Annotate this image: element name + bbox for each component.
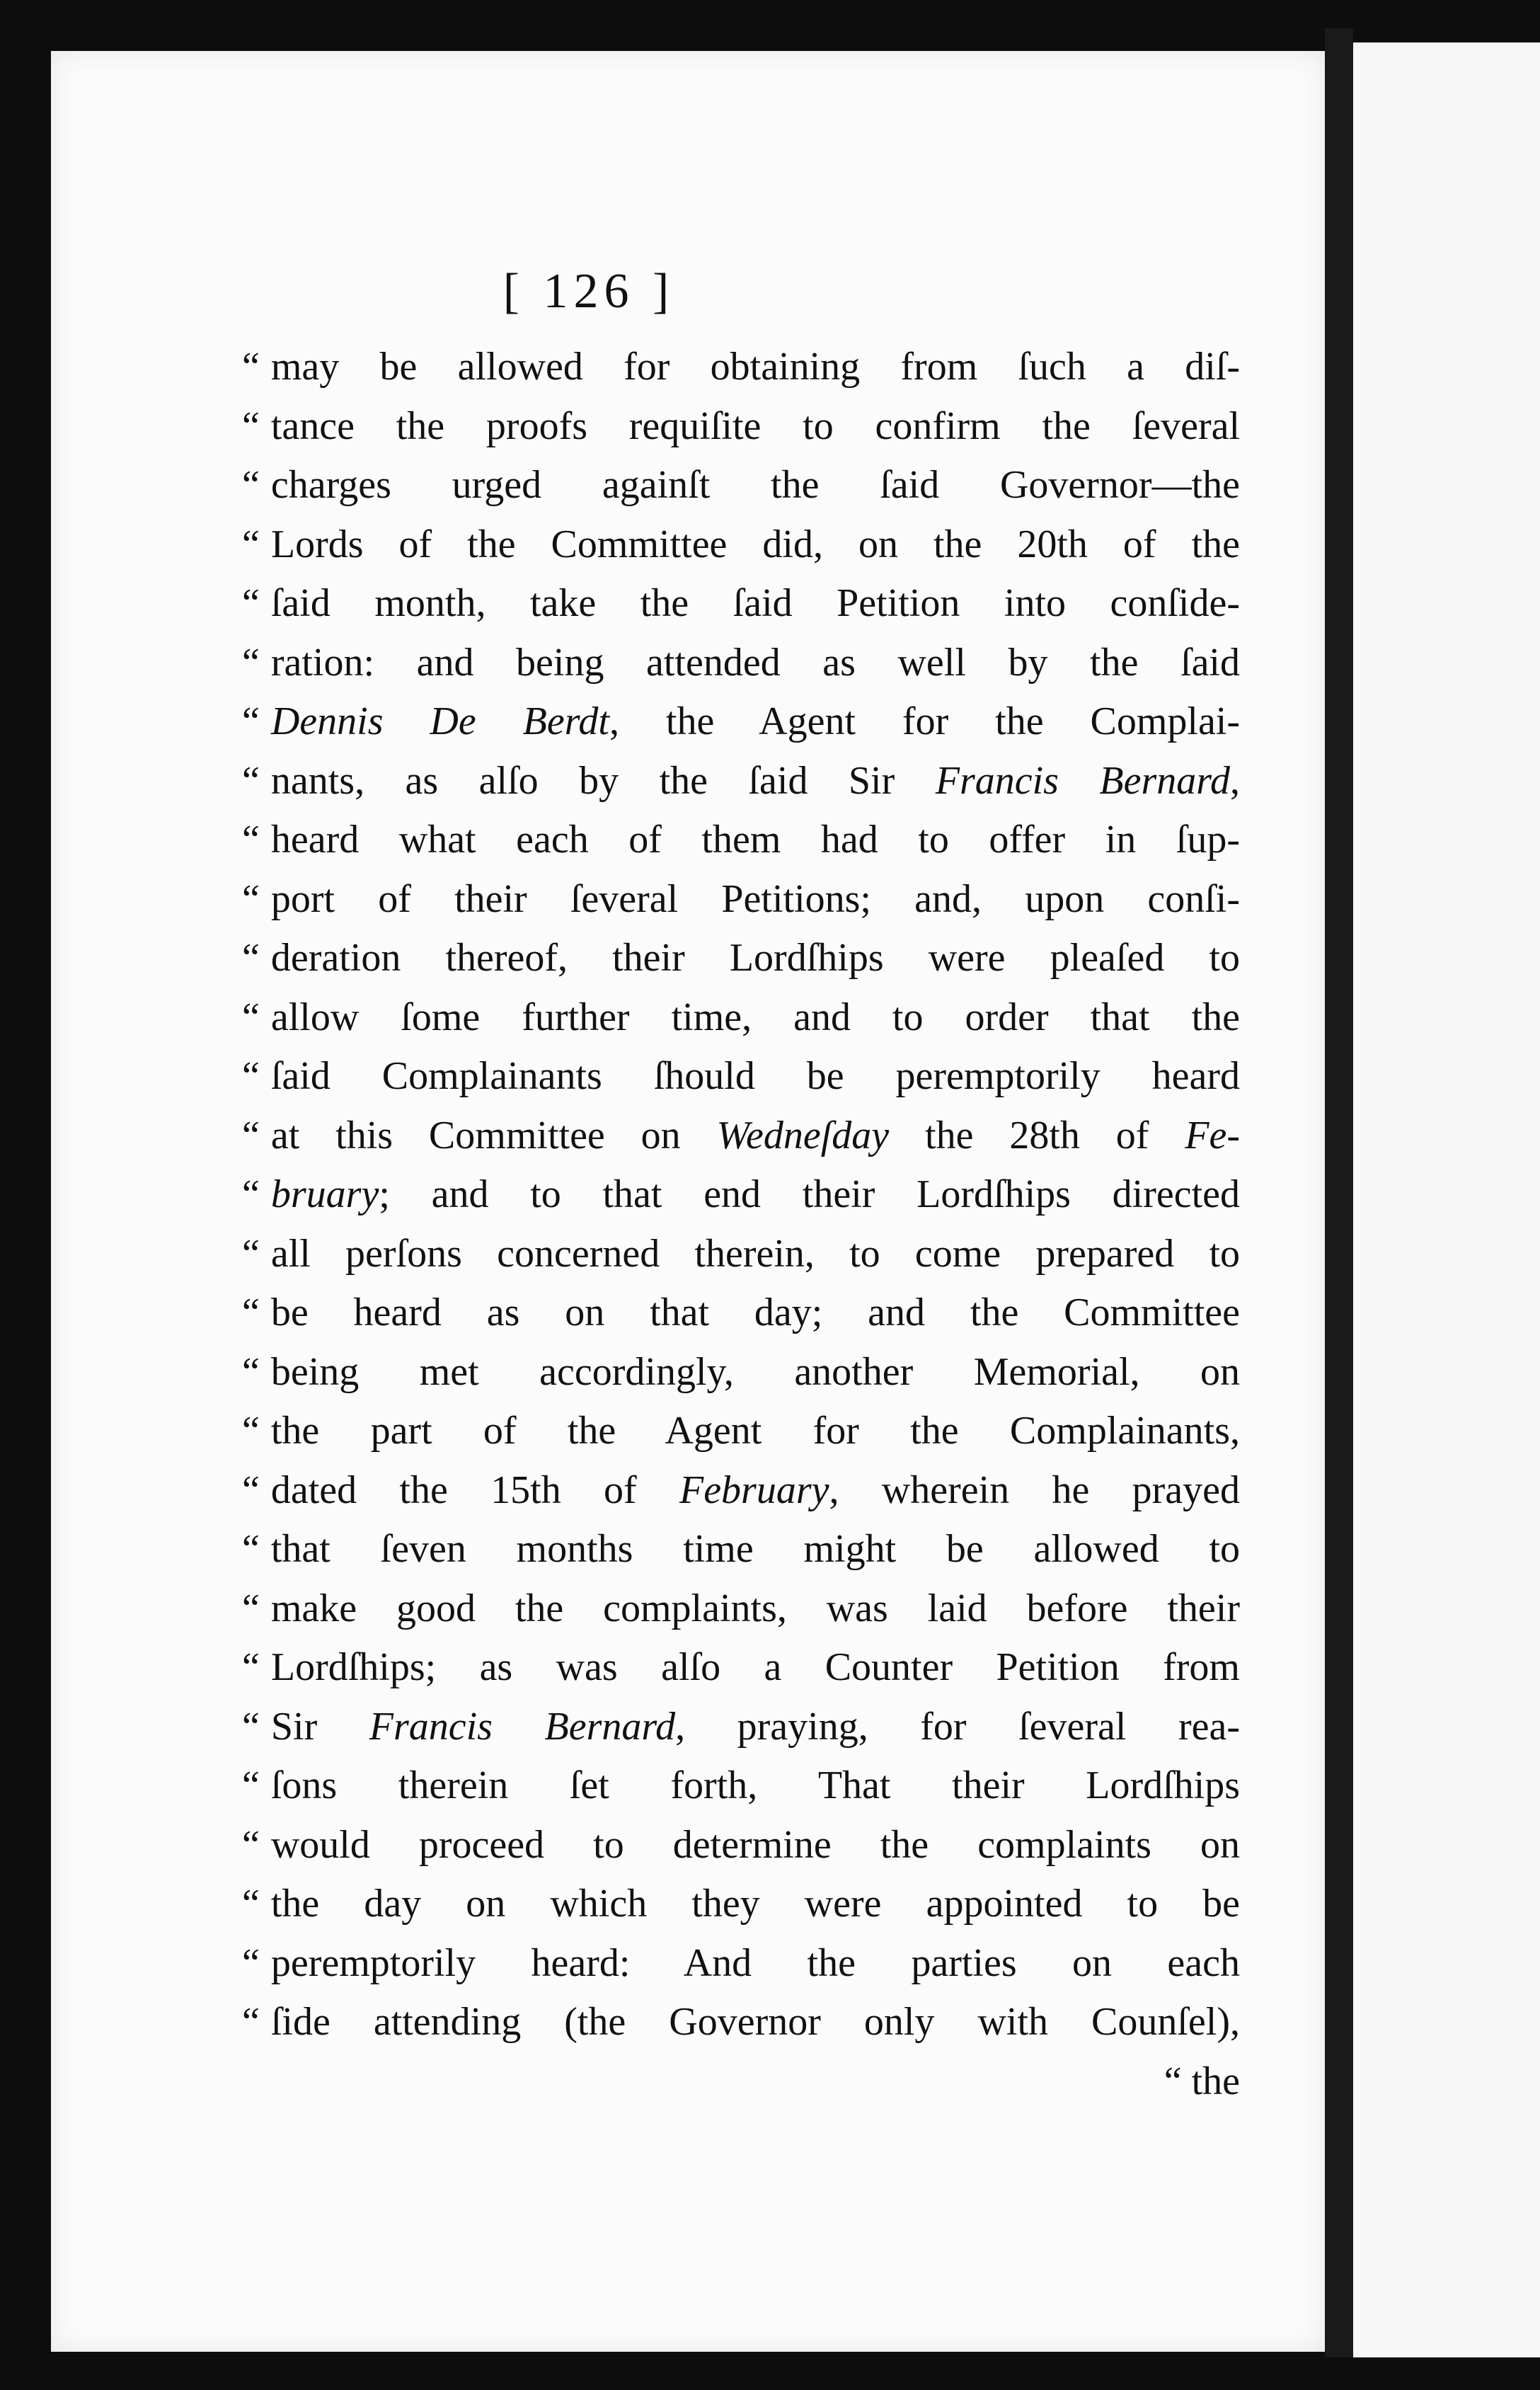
text-segment: would proceed to determine the complaints on <box>270 1822 1240 1867</box>
text-segment: the 28th of <box>889 1113 1185 1157</box>
quote-mark: “ <box>242 2000 260 2044</box>
quote-mark: “ <box>242 1231 260 1276</box>
text-line <box>242 456 1240 515</box>
text-line <box>242 1343 1240 1402</box>
text-segment: at this Committee on <box>270 1113 717 1157</box>
quote-mark: “ <box>242 1468 260 1512</box>
quote-mark: “ <box>242 1172 260 1216</box>
text-segment: make good the complaints, was laid before their <box>270 1586 1240 1630</box>
quote-mark: “ <box>242 1291 260 1334</box>
text-line <box>242 1520 1240 1579</box>
text-line <box>242 1461 1240 1521</box>
text-line <box>242 1047 1240 1107</box>
quote-mark: “ <box>242 758 260 803</box>
text-line <box>242 870 1240 930</box>
quote-mark: “ <box>242 345 260 389</box>
text-segment: Lords of the Committee did, on the 20th of the <box>270 522 1240 566</box>
quote-mark: “ <box>242 995 260 1039</box>
quote-mark: “ <box>242 1349 260 1394</box>
italic-text: February <box>679 1468 829 1512</box>
text-segment: deration thereof, their Lordſhips were pleaſed to <box>270 936 1240 980</box>
text-line <box>242 338 1240 397</box>
text-segment: allow ſome further time, and to order that the <box>270 995 1240 1039</box>
text-line <box>242 1402 1240 1461</box>
text-line <box>242 1283 1240 1343</box>
italic-text: bruary <box>270 1172 379 1216</box>
quote-mark: “ <box>242 1822 260 1867</box>
quote-mark: “ <box>242 1882 260 1926</box>
text-segment: nants, as alſo by the ſaid Sir <box>270 758 936 803</box>
text-segment: ration: and being attended as well by the ſaid <box>270 640 1240 685</box>
text-line <box>242 1756 1240 1816</box>
quote-mark: “ <box>242 404 260 448</box>
text-line <box>242 634 1240 693</box>
text-line <box>242 397 1240 457</box>
text-segment: the part of the Agent for the Complainants, <box>270 1409 1240 1453</box>
text-segment: dated the 15th of <box>270 1468 679 1512</box>
text-segment: the day on which they were appointed to be <box>270 1882 1240 1926</box>
text-line <box>242 1107 1240 1166</box>
italic-text: Fe- <box>1185 1113 1240 1157</box>
text-line <box>242 988 1240 1048</box>
text-segment: , wherein he prayed <box>829 1468 1240 1512</box>
text-segment: being met accordingly, another Memorial, on <box>270 1349 1240 1394</box>
quote-mark: “ <box>242 936 260 980</box>
text-line <box>242 692 1240 752</box>
text-segment: peremptorily heard: And the parties on each <box>270 1940 1240 1985</box>
italic-text: Francis Bernard <box>369 1704 676 1749</box>
quote-mark: “ <box>242 522 260 566</box>
text-line <box>242 1934 1240 1994</box>
quote-mark: “ <box>242 1409 260 1453</box>
quote-mark: “ <box>242 1054 260 1098</box>
quote-mark: “ <box>242 818 260 862</box>
quote-mark: “ <box>242 463 260 507</box>
quote-mark: “ <box>242 1704 260 1749</box>
text-segment: ſaid month, take the ſaid Petition into conſide- <box>270 581 1240 625</box>
text-line <box>242 1225 1240 1284</box>
text-line <box>242 1579 1240 1639</box>
text-segment: that ſeven months time might be allowed to <box>270 1527 1240 1571</box>
text-segment: charges urged againſt the ſaid Governor—the <box>270 463 1240 507</box>
text-line <box>242 1638 1240 1698</box>
text-segment: , praying, for ſeveral rea- <box>675 1704 1240 1749</box>
book-gutter <box>1325 28 1353 2357</box>
italic-text: Wedneſday <box>716 1113 890 1157</box>
text-segment: , <box>1229 758 1240 803</box>
quote-mark: “ <box>242 581 260 625</box>
book-page <box>51 51 1325 2352</box>
italic-text: Dennis De Berdt <box>270 699 609 743</box>
page-number: [ 126 ] <box>502 264 675 319</box>
text-segment: may be allowed for obtaining from ſuch a diſ- <box>270 345 1240 389</box>
italic-text: Francis Bernard <box>935 758 1230 803</box>
quote-mark: “ <box>242 1940 260 1985</box>
text-segment: be heard as on that day; and the Committee <box>270 1291 1240 1334</box>
text-line <box>242 1165 1240 1225</box>
quote-mark: “ <box>242 1527 260 1571</box>
text-segment: port of their ſeveral Petitions; and, upon conſi- <box>270 876 1240 921</box>
text-line <box>242 752 1240 811</box>
text-segment: all perſons concerned therein, to come prepared to <box>270 1231 1240 1276</box>
text-segment: ſaid Complainants ſhould be peremptorily heard <box>270 1054 1240 1098</box>
text-line <box>242 574 1240 634</box>
text-segment: Lordſhips; as was alſo a Counter Petition from <box>270 1645 1240 1689</box>
text-line <box>242 1816 1240 1875</box>
text-line <box>242 811 1240 870</box>
text-segment: heard what each of them had to offer in ſup- <box>270 818 1240 862</box>
body-text <box>242 338 1240 2111</box>
catchword: “ the <box>1163 2059 1240 2103</box>
quote-mark: “ <box>242 1586 260 1630</box>
text-segment: tance the proofs requiſite to confirm the ſeveral <box>270 404 1240 448</box>
quote-mark: “ <box>242 1763 260 1807</box>
quote-mark: “ <box>242 1113 260 1157</box>
text-line <box>242 1875 1240 1934</box>
quote-mark: “ <box>242 640 260 685</box>
text-line <box>242 1698 1240 1757</box>
text-segment: ſide attending (the Governor only with Counſel), <box>270 2000 1240 2044</box>
quote-mark: “ <box>242 1645 260 1689</box>
text-segment: , the Agent for the Complai- <box>609 699 1241 743</box>
text-segment: ſons therein ſet forth, That their Lordſhips <box>270 1763 1240 1807</box>
text-segment: Sir <box>270 1704 369 1749</box>
text-segment: ; and to that end their Lordſhips directed <box>379 1172 1240 1216</box>
quote-mark: “ <box>242 699 260 743</box>
facing-page-edge <box>1353 42 1540 2357</box>
quote-mark: “ <box>242 876 260 921</box>
text-line <box>242 1993 1240 2052</box>
text-line <box>242 515 1240 575</box>
text-line <box>242 929 1240 988</box>
